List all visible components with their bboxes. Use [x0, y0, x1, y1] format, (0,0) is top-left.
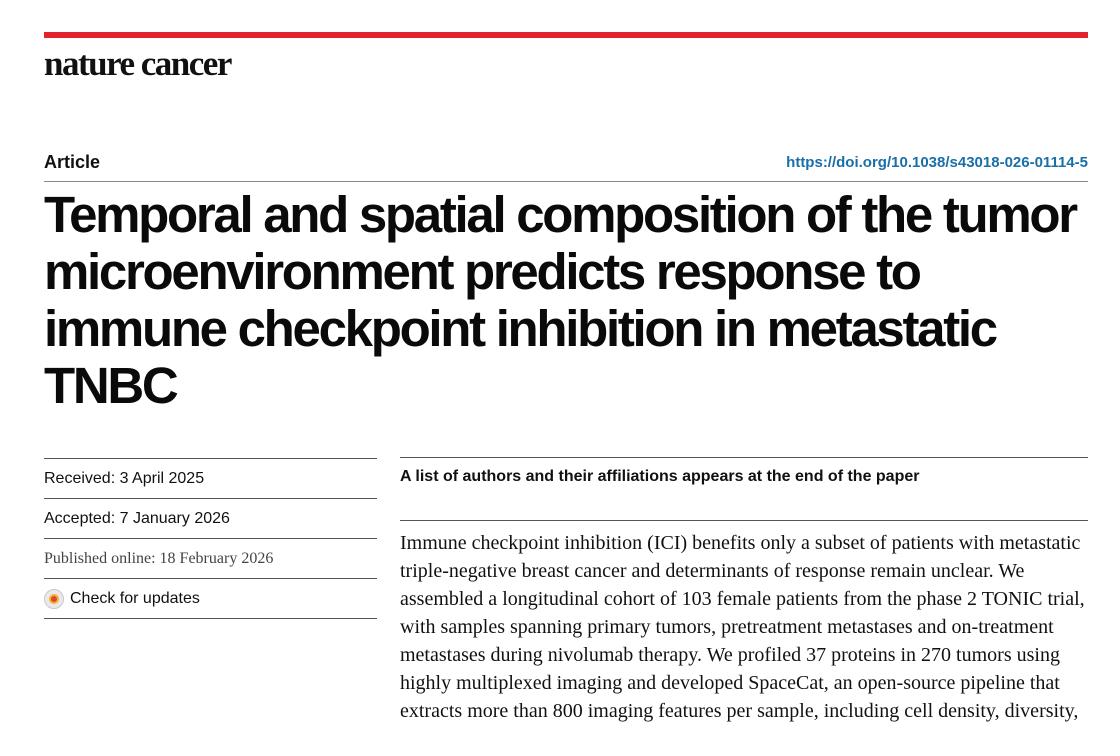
accepted-date: Accepted: 7 January 2026 — [44, 509, 230, 527]
article-type: Article — [44, 152, 101, 172]
article-dates-panel — [44, 458, 377, 619]
check-updates-row[interactable] — [44, 578, 377, 619]
published-date-row — [44, 538, 377, 578]
doi-link[interactable]: https://doi.org/10.1038/s43018-026-01114-5 — [786, 154, 1088, 171]
journal-accent-bar — [44, 32, 1088, 38]
received-date: Received: 3 April 2025 — [44, 469, 205, 487]
check-for-updates-link[interactable]: Check for updates — [70, 589, 200, 607]
published-date: Published online: 18 February 2026 — [44, 549, 274, 567]
received-date-row — [44, 458, 377, 498]
header-divider — [44, 181, 1088, 182]
accepted-date-row — [44, 498, 377, 538]
journal-name[interactable]: nature cancer — [44, 44, 231, 83]
check-for-updates-icon[interactable] — [44, 589, 64, 609]
article-title: Temporal and spatial composition of the tumor microenvironment predicts response to immune checkpoint inhibition in metastatic TNBC — [44, 186, 1076, 414]
authors-affiliations-note: A list of authors and their affiliations appears at the end of the paper — [400, 457, 1088, 510]
abstract-text: Immune checkpoint inhibition (ICI) benefits only a subset of patients with metastatic triple-negative breast cancer and determinants of response remain unclear. We assembled a longitudinal cohort of 103 female patients from the phase 2 TONIC trial, with samples spanning primary tumors, pretreatment metastases and on-treatment metastases during nivolumab therapy. We profiled 37 proteins in 270 tumors using highly multiplexed imaging and developed SpaceCat, an open-source pipeline that extracts more than 800 imaging features per sample, including cell density, diversity, — [400, 532, 1085, 722]
abstract-column — [400, 457, 1088, 745]
abstract-divider — [400, 520, 1088, 521]
